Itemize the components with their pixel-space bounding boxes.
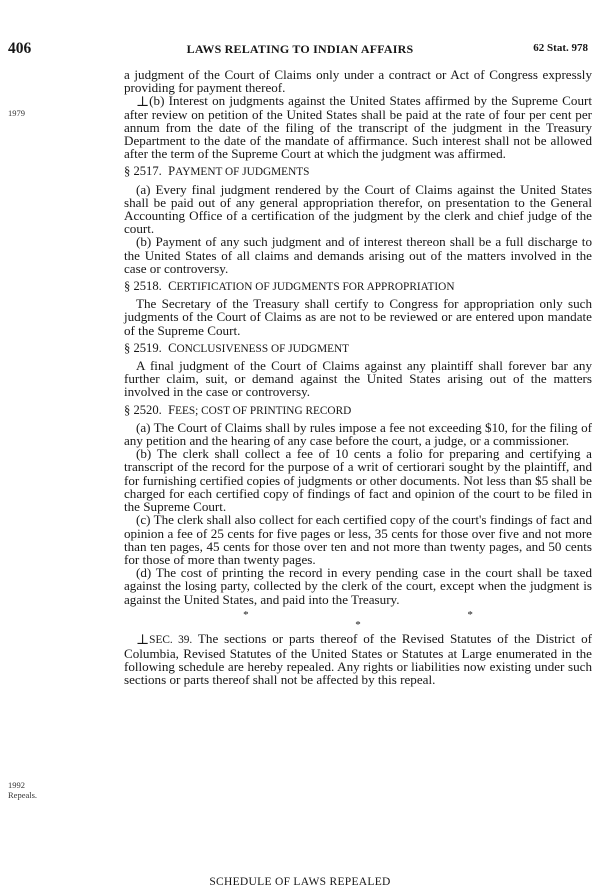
paragraph-2517-a: (a) Every final judgment rendered by the Court of Claims against the United States shall be paid out of any general appropriation therefor, on presentation to the General Accounting Office of a certification of the judgment by the clerk and chief judge of the court. (124, 181, 592, 237)
section-number: § 2517. (124, 164, 162, 179)
section-mark: ⊥ (136, 95, 150, 111)
paragraph-2520-b: (b) The clerk shall collect a fee of 10 cents a folio for preparing and certifying a transcript of the record for the purpose of a writ of certiorari sought by the plaintiff, and for furnishing certified copies of judgments or other documents. Not less than $5 shall be charged for each certified copy of findings of fact and opinion of the court to be filed in the Supreme Court. (124, 446, 592, 515)
paragraph-interest-text: (b) Interest on judgments against the United States affirmed by the Supreme Court after review on petition of the United States shall be paid at the rate of four per cent per annum from the date of the filing of the transcript of the judgment in the Treasury Department to the date of the mandate of affirmance. Such interest shall not be allowed after the term of the Supreme Court at which the judgment was affirmed. (124, 93, 592, 162)
paragraph-continuation: a judgment of the Court of Claims only under a contract or Act of Congress expressly providing for payment thereof. (124, 67, 592, 96)
margin-note-1979 (8, 108, 25, 118)
running-title: LAWS RELATING TO INDIAN AFFAIRS (186, 42, 414, 56)
paragraph-2519: A final judgment of the Court of Claims against any plaintiff shall forever bar any further claim, suit, or demand against the United States arising out of the matters involved in the case or controversy. (124, 358, 592, 400)
document-body (124, 68, 592, 687)
section-heading-2517 (124, 165, 592, 179)
section-number: § 2520. (124, 402, 162, 417)
paragraph-2520-a: (a) The Court of Claims shall by rules impose a fee not exceeding $10, for the filing of any petition and the hearing of any case before the court, a judge, or a commissioner. (124, 419, 592, 449)
heading-initial: C (168, 279, 177, 294)
heading-rest: EES; COST OF PRINTING RECORD (175, 404, 352, 417)
paragraph-2520-d: (d) The cost of printing the record in every pending case in the court shall be taxed against the losing party, collected by the clerk of the court, except when the judgment is against the United States, and paid into the Treasury. (124, 565, 592, 607)
paragraph-2517-b: (b) Payment of any such judgment and of interest thereon shall be a full discharge to the United States of all claims and demands arising out of the matters involved in the case or controversy. (124, 234, 592, 276)
margin-note-line: 1979 (8, 108, 25, 118)
heading-rest: ERTIFICATION OF JUDGMENTS FOR APPROPRIATION (176, 281, 455, 294)
margin-note-line: 1992 (8, 780, 25, 790)
section-number: § 2518. (124, 279, 162, 294)
section-heading-2519 (124, 342, 592, 356)
margin-note-line: Repeals. (8, 790, 38, 800)
heading-rest: AYMENT OF JUDGMENTS (175, 166, 310, 179)
heading-rest: ONCLUSIVENESS OF JUDGMENT (176, 342, 350, 355)
schedule-heading: SCHEDULE OF LAWS REPEALED (209, 876, 391, 888)
page-header (0, 40, 600, 60)
section-heading-2520 (124, 404, 592, 418)
page-number: 406 (8, 40, 32, 57)
paragraph-interest (124, 94, 592, 160)
section-mark: ⊥ (136, 632, 150, 648)
sec-39-label: SEC. 39. (149, 633, 193, 646)
paragraph-2520-c: (c) The clerk shall also collect for each certified copy of the court's findings of fact and opinion a fee of 25 cents for five pages or less, 35 cents for those over five and not more than ten pages, 45 cents for those over ten and not more than twenty pages, and 50 cents for those of more than twenty pages. (124, 512, 592, 567)
statute-citation: 62 Stat. 978 (533, 42, 588, 54)
sec-39-text: The sections or parts thereof of the Revised Statutes of the District of Columbia, Revised Statutes of the United States or Statutes at Large enumerated in the following schedule are hereby repealed. Any rights or liabilities now existing under such sections or parts thereof shall not be affected by this repeal. (124, 630, 592, 688)
section-number: § 2519. (124, 340, 162, 355)
margin-note-repeals (8, 780, 37, 800)
paragraph-2518: The Secretary of the Treasury shall certify to Congress for appropriation only such judgments of the Court of Claims as are not to be reviewed or are entered upon mandate of the Supreme Court. (124, 296, 592, 338)
heading-initial: F (168, 402, 176, 417)
section-break-stars: * * * (243, 608, 581, 631)
paragraph-sec-39 (124, 632, 592, 687)
heading-initial: C (168, 340, 177, 355)
section-heading-2518 (124, 280, 592, 294)
heading-initial: P (168, 164, 176, 179)
